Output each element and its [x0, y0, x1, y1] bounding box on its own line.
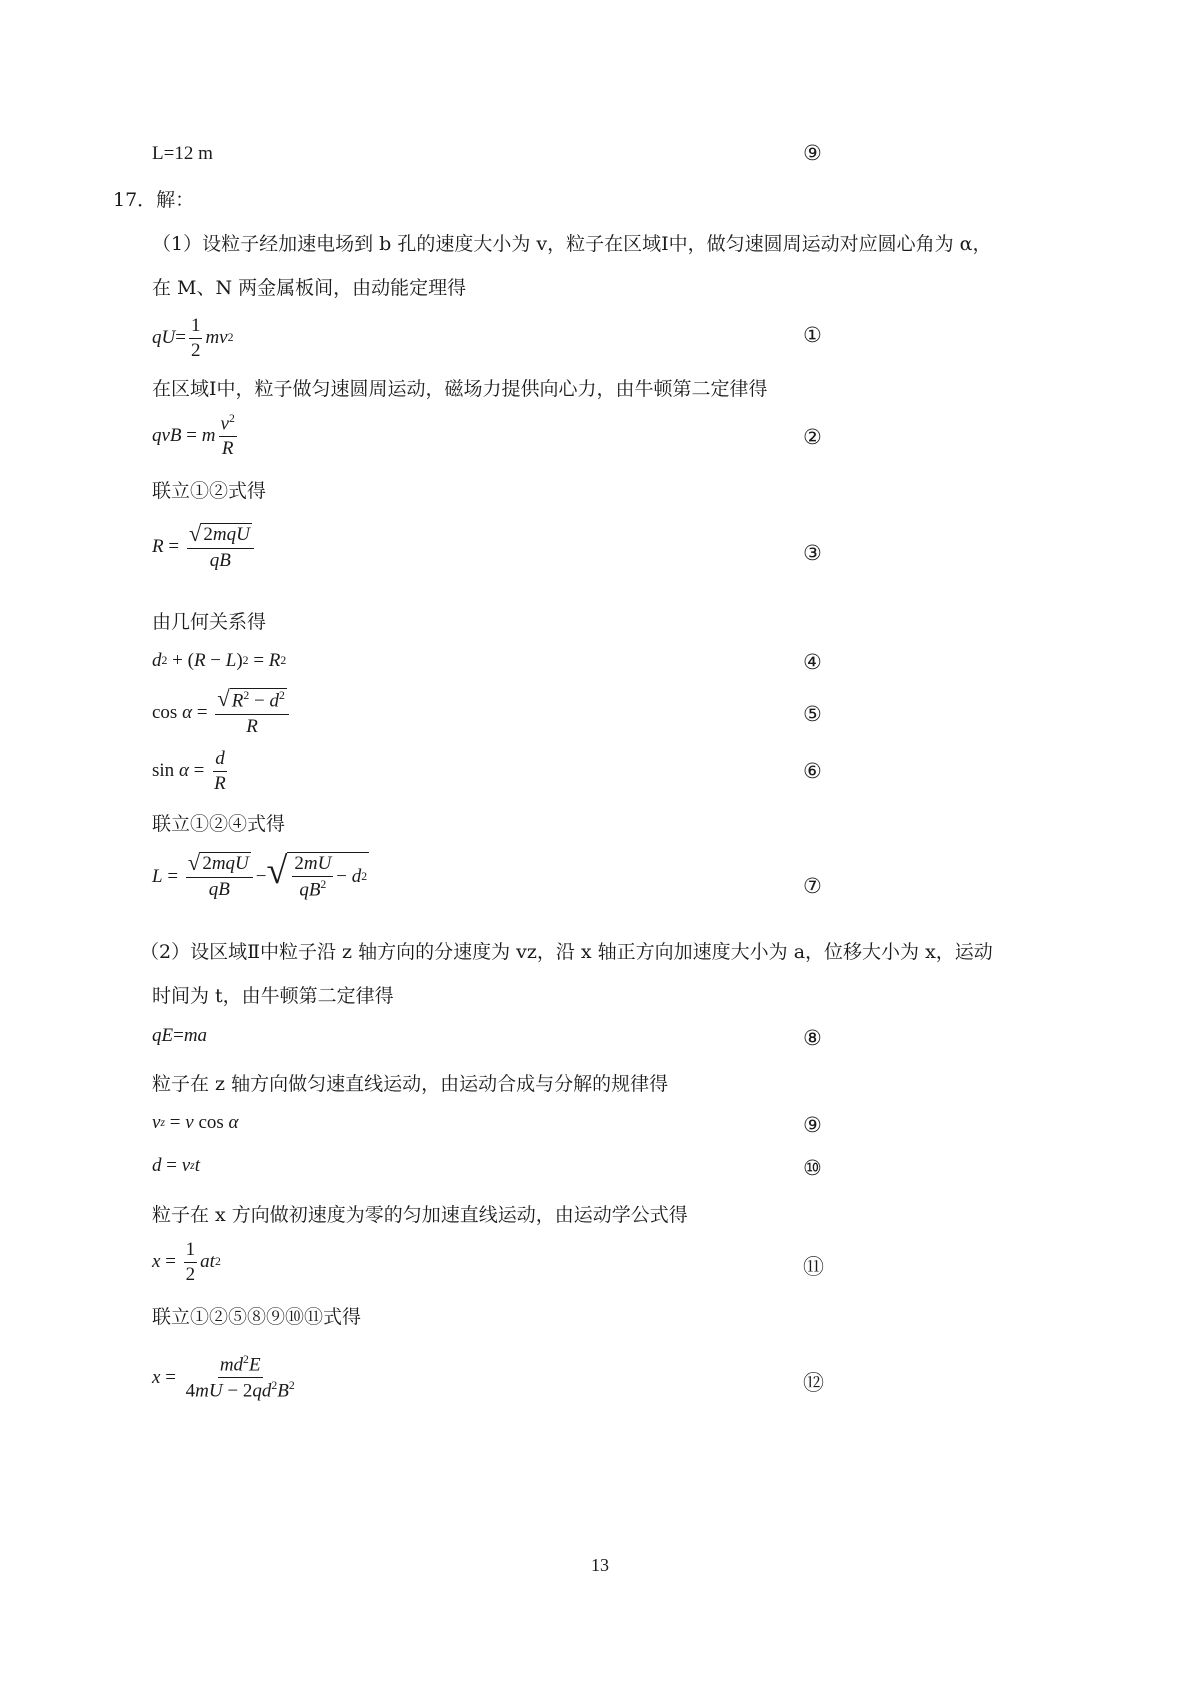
equation-number: ⑪: [803, 1255, 824, 1279]
equation-number: ③: [803, 541, 822, 565]
part1-intro-a: （1）设粒子经加速电场到 b 孔的速度大小为 v，粒子在区域Ⅰ中，做匀速圆周运动对应圆心角为 α，: [152, 233, 992, 255]
part1-sentence-4: 联立①②④式得: [152, 813, 286, 835]
equation-11: x = $\frac{1}{2}$ at 2: [152, 1239, 221, 1285]
equation-L-12: [152, 143, 213, 165]
part1-intro-b: 在 M、N 两金属板间，由动能定理得: [152, 277, 467, 299]
part2-sentence-2: 粒子在 x 方向做初速度为零的匀加速直线运动，由运动学公式得: [152, 1204, 688, 1226]
equation-3: R = √ 2mqU qB: [152, 523, 257, 572]
part2-sentence-3: 联立①②⑤⑧⑨⑩⑪式得: [152, 1306, 362, 1328]
equation-number: ⑧: [803, 1026, 822, 1050]
page-number: 13: [591, 1555, 609, 1575]
equation-12: x = $\frac{md^2E}{4mU - 2qd^2B^2}$: [152, 1353, 295, 1402]
equation-5: cos α = √ $R^2 - d^2$ R: [152, 688, 292, 738]
equation-number: ①: [803, 323, 822, 347]
equation-number: ②: [803, 425, 822, 449]
equation-9: v z = v cos α: [152, 1112, 239, 1133]
problem-title: 17．解：: [113, 189, 195, 211]
equation-6: sin α = $\frac{d}{R}$: [152, 748, 226, 794]
equation-number: ⑫: [803, 1371, 824, 1395]
equation-8: qE = ma: [152, 1025, 208, 1046]
equation-number: ⑥: [803, 759, 822, 783]
equation-number: ⑨: [803, 141, 822, 165]
part1-sentence-2: 联立①②式得: [152, 480, 267, 502]
part2-intro-b: 时间为 t，由牛顿第二定律得: [152, 985, 394, 1007]
part2-sentence-1: 粒子在 z 轴方向做匀速直线运动，由运动合成与分解的规律得: [152, 1073, 669, 1095]
equation-7: L = √ 2mqU qB − √ $\frac{2mU}{qB^2}$ − d 2: [152, 850, 368, 901]
part2-intro-a: （2）设区域Ⅱ中粒子沿 z 轴方向的分速度为 vz，沿 x 轴正方向加速度大小为 a，位移大小为 x，运动: [140, 941, 993, 963]
equation-number: ⑩: [803, 1156, 822, 1180]
part1-sentence-1: 在区域Ⅰ中，粒子做匀速圆周运动，磁场力提供向心力，由牛顿第二定律得: [152, 378, 768, 400]
equation-number: ⑨: [803, 1113, 822, 1137]
equation-2: qvB = m $\frac{v^2}{R}$: [152, 412, 235, 460]
equation-number: ⑤: [803, 702, 822, 726]
equation-text: L=12 m: [152, 143, 213, 164]
equation-1: qU = $\frac{1}{2}$ mv 2: [152, 315, 234, 361]
equation-number: ④: [803, 650, 822, 674]
part1-sentence-3: 由几何关系得: [152, 611, 267, 633]
equation-4: d 2 + ( R − L ) 2 = R 2: [152, 650, 287, 671]
equation-number: ⑦: [803, 874, 822, 898]
equation-10: d = v z t: [152, 1155, 201, 1176]
